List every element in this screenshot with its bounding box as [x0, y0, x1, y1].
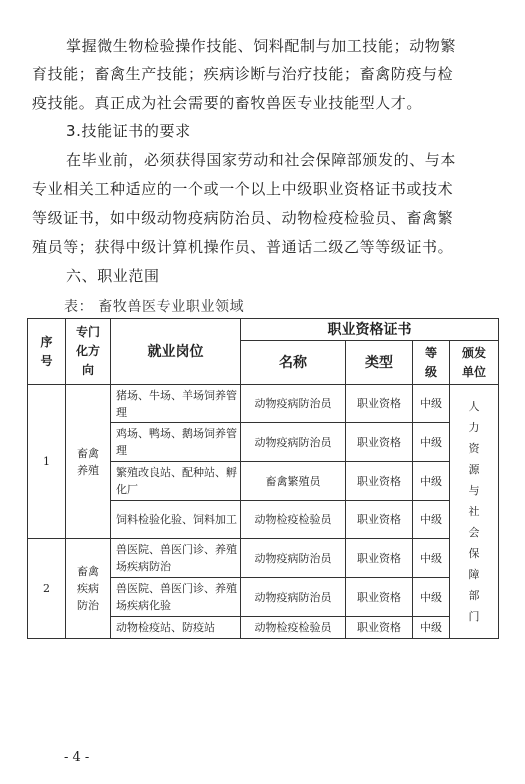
header-name: 名称: [241, 341, 346, 385]
career-table: [27, 318, 499, 639]
header-type: 类型: [346, 341, 413, 385]
header-seq: 序号: [28, 319, 66, 385]
cell-level: 中级: [413, 501, 450, 539]
table-row: [28, 385, 499, 423]
cell-level: 中级: [413, 385, 450, 423]
cell-direction: 畜禽疾病防治: [66, 539, 111, 639]
section-heading: 六、职业范围: [66, 267, 160, 285]
cell-name: 畜禽繁殖员: [241, 462, 346, 501]
cell-type: 职业资格: [346, 539, 413, 578]
cell-post: 饲料检验化验、饲料加工: [111, 501, 241, 539]
paragraph-line: 等级证书，如中级动物疫病防治员、动物检疫检验员、畜禽繁: [32, 209, 454, 227]
cell-seq: 2: [28, 539, 66, 639]
cell-type: 职业资格: [346, 578, 413, 617]
cell-type: 职业资格: [346, 385, 413, 423]
cell-direction: 畜禽养殖: [66, 385, 111, 539]
cell-type: 职业资格: [346, 501, 413, 539]
cell-post: 兽医院、兽医门诊、养殖场疾病化验: [111, 578, 241, 617]
cell-level: 中级: [413, 539, 450, 578]
cell-level: 中级: [413, 617, 450, 639]
cell-name: 动物检疫检验员: [241, 501, 346, 539]
cell-post: 鸡场、鸭场、鹅场饲养管理: [111, 423, 241, 462]
cell-name: 动物疫病防治员: [241, 385, 346, 423]
cell-post: 繁殖改良站、配种站、孵化厂: [111, 462, 241, 501]
cell-type: 职业资格: [346, 617, 413, 639]
paragraph-line: 殖员等；获得中级计算机操作员、普通话二级乙等等级证书。: [32, 238, 454, 256]
cell-level: 中级: [413, 578, 450, 617]
header-post: 就业岗位: [111, 319, 241, 385]
cell-issuer: 人力资源与社会保障部门: [450, 385, 499, 639]
cell-type: 职业资格: [346, 423, 413, 462]
cell-type: 职业资格: [346, 462, 413, 501]
header-issuer: 颁发单位: [450, 341, 499, 385]
header-direction: 专门化方向: [66, 319, 111, 385]
cell-name: 动物疫病防治员: [241, 578, 346, 617]
cell-post: 动物检疫站、防疫站: [111, 617, 241, 639]
cell-seq: 1: [28, 385, 66, 539]
cell-level: 中级: [413, 423, 450, 462]
table-row: [28, 539, 499, 578]
cell-post: 兽医院、兽医门诊、养殖场疾病防治: [111, 539, 241, 578]
paragraph-line: 疫技能。真正成为社会需要的畜牧兽医专业技能型人才。: [32, 94, 423, 112]
cell-name: 动物检疫检验员: [241, 617, 346, 639]
subheading: 3.技能证书的要求: [66, 122, 191, 140]
page-number: - 4 -: [64, 750, 90, 765]
paragraph-line: 专业相关工种适应的一个或一个以上中级职业资格证书或技术: [32, 180, 454, 198]
paragraph-line: 育技能；畜禽生产技能；疾病诊断与治疗技能；畜禽防疫与检: [32, 65, 454, 83]
header-level: 等级: [413, 341, 450, 385]
table-caption: 表： 畜牧兽医专业职业领域: [64, 299, 245, 315]
cell-post: 猪场、牛场、羊场饲养管理: [111, 385, 241, 423]
paragraph-line: 掌握微生物检验操作技能、饲料配制与加工技能；动物繁: [66, 37, 457, 55]
header-cert-group: 职业资格证书: [241, 319, 499, 341]
cell-name: 动物疫病防治员: [241, 423, 346, 462]
cell-level: 中级: [413, 462, 450, 501]
paragraph-line: 在毕业前，必须获得国家劳动和社会保障部颁发的、与本: [66, 151, 457, 169]
cell-name: 动物疫病防治员: [241, 539, 346, 578]
